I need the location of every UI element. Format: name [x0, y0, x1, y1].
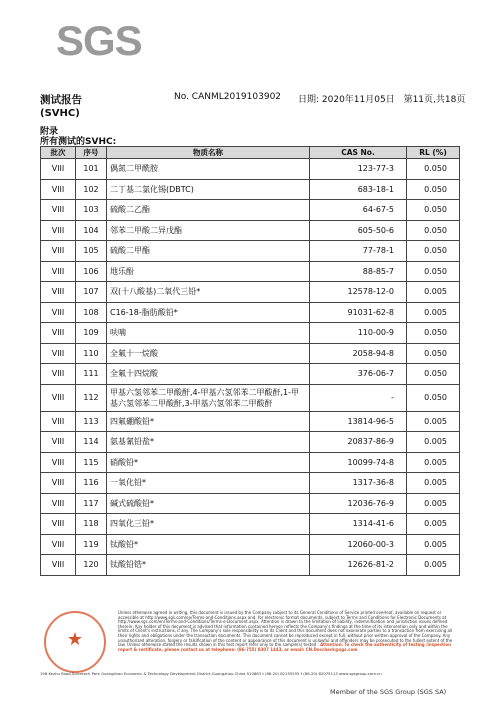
- cell-number: 109: [76, 323, 107, 344]
- cell-substance: 硝酸铅*: [107, 452, 310, 473]
- table-row: [41, 261, 460, 282]
- cell-batch: VIII: [41, 411, 76, 432]
- col-substance: 物质名称: [107, 147, 310, 159]
- table-row: [41, 364, 460, 385]
- cell-substance: 四氧化三铅*: [107, 514, 310, 535]
- cell-cas: 1317-36-8: [310, 473, 407, 494]
- cell-rl: 0.050: [407, 179, 460, 200]
- table-row: [41, 411, 460, 432]
- table-row: [41, 555, 460, 576]
- cell-number: 104: [76, 220, 107, 241]
- sgs-logo: SGS: [56, 17, 142, 64]
- cell-rl: 0.005: [407, 432, 460, 453]
- table-row: [41, 282, 460, 303]
- col-batch: 批次: [41, 147, 76, 159]
- cell-cas: 91031-62-8: [310, 302, 407, 323]
- cell-batch: VIII: [41, 179, 76, 200]
- cell-batch: VIII: [41, 261, 76, 282]
- cell-substance: 硫酸二甲酯: [107, 241, 310, 262]
- cell-number: 103: [76, 200, 107, 221]
- appendix-label: 附录: [40, 127, 59, 137]
- table-row: [41, 179, 460, 200]
- member-note: Member of the SGS Group (SGS SA): [330, 688, 447, 696]
- cell-number: 114: [76, 432, 107, 453]
- cell-number: 105: [76, 241, 107, 262]
- cell-rl: 0.050: [407, 261, 460, 282]
- cell-cas: 605-50-6: [310, 220, 407, 241]
- cell-number: 111: [76, 364, 107, 385]
- cell-cas: -: [310, 384, 407, 411]
- cell-rl: 0.005: [407, 555, 460, 576]
- legal-text: Unless otherwise agreed in writing, this document is issued by the Company subject to its General Conditions of Service printed overleaf, available on request or accessible at http://www.sgs.com/en/Terms-and-Conditions.aspx and, for electronic format documents, subject to Terms and Conditions for Electronic Documents at http://www.sgs.com/en/Terms-and-Conditions/Terms-e-Document.aspx. Attention is drawn to the limitation of liability, indemnification and jurisdiction issues defined therein. Any holder of this document is advised that information contained hereon reflects the Company's findings at the time of its intervention only and within the limits of Client's instructions, if any. The Company's sole responsibility is to its Client and this document does not exonerate parties to a transaction from exercising all their rights and obligations under the transaction documents. This document cannot be reproduced except in full, without prior written approval of the Company. Any unauthorized alteration, forgery or falsification of the content or appearance of this document is unlawful and offenders may be prosecuted to the fullest extent of the law. Unless otherwise stated the results shown in this test report refer only to the sample(s) tested .: [118, 610, 453, 648]
- cell-rl: 0.050: [407, 384, 460, 411]
- cell-number: 108: [76, 302, 107, 323]
- table-row: [41, 452, 460, 473]
- cell-substance: 硫酸二乙酯: [107, 200, 310, 221]
- cell-cas: 10099-74-8: [310, 452, 407, 473]
- table-row: [41, 493, 460, 514]
- date-text: 日期: 2020年11月05日: [298, 95, 395, 105]
- page-text: 第11页,共18页: [403, 95, 466, 105]
- cell-cas: 77-78-1: [310, 241, 407, 262]
- cell-batch: VIII: [41, 432, 76, 453]
- cell-rl: 0.005: [407, 514, 460, 535]
- col-cas: CAS No.: [310, 147, 407, 159]
- table-row: [41, 323, 460, 344]
- table-row: [41, 514, 460, 535]
- cell-rl: 0.050: [407, 364, 460, 385]
- cell-number: 119: [76, 534, 107, 555]
- cell-substance: 全氟十一烷酸: [107, 343, 310, 364]
- cell-substance: 偶氮二甲酰胺: [107, 159, 310, 180]
- table-row: [41, 343, 460, 364]
- cell-cas: 2058-94-8: [310, 343, 407, 364]
- table-header-row: [41, 147, 460, 159]
- cell-number: 118: [76, 514, 107, 535]
- footer: [40, 611, 460, 679]
- cell-number: 120: [76, 555, 107, 576]
- cell-cas: 376-06-7: [310, 364, 407, 385]
- cell-number: 106: [76, 261, 107, 282]
- cell-rl: 0.005: [407, 282, 460, 303]
- table-row: [41, 432, 460, 453]
- cell-substance: 二丁基二氯化锡(DBTC): [107, 179, 310, 200]
- cell-cas: 12626-81-2: [310, 555, 407, 576]
- report-date: [298, 92, 465, 105]
- cell-rl: 0.005: [407, 411, 460, 432]
- cell-cas: 123-77-3: [310, 159, 407, 180]
- cell-rl: 0.050: [407, 241, 460, 262]
- address: 198 Kezhu Road,Scientech Park Guangzhou Economic & Technology Development District,Guangzhou,China 510663 t (86-20) 82155555 f (86-20) 82075113 www.sgsgroup.com.cn: [40, 671, 382, 676]
- cell-substance: 甲基六氢邻苯二甲酸酐,4-甲基六氢邻苯二甲酸酐,1-甲基六氢邻苯二甲酸酐,3-甲基六氢邻苯二甲酸酐: [107, 384, 310, 411]
- cell-rl: 0.005: [407, 473, 460, 494]
- table-row: [41, 220, 460, 241]
- all-svhc-label: 所有测试的SVHC:: [40, 137, 117, 147]
- cell-cas: 110-00-9: [310, 323, 407, 344]
- cell-substance: 钛酸铅锆*: [107, 555, 310, 576]
- cell-number: 116: [76, 473, 107, 494]
- cell-substance: 呋喃: [107, 323, 310, 344]
- cell-batch: VIII: [41, 220, 76, 241]
- cell-batch: VIII: [41, 241, 76, 262]
- legal-notice: [118, 611, 458, 652]
- cell-rl: 0.005: [407, 534, 460, 555]
- cell-substance: 一氧化铅*: [107, 473, 310, 494]
- cell-cas: 12578-12-0: [310, 282, 407, 303]
- cell-substance: 邻苯二甲酸二异戊酯: [107, 220, 310, 241]
- cell-rl: 0.050: [407, 323, 460, 344]
- cell-cas: 12036-76-9: [310, 493, 407, 514]
- cell-rl: 0.050: [407, 159, 460, 180]
- cell-batch: VIII: [41, 323, 76, 344]
- cell-batch: VIII: [41, 302, 76, 323]
- cell-substance: C16-18-脂肪酸铅*: [107, 302, 310, 323]
- cell-substance: 碱式硫酸铅*: [107, 493, 310, 514]
- report-number: No. CANML2019103902: [174, 92, 282, 102]
- cell-substance: 钛酸铅*: [107, 534, 310, 555]
- cell-cas: 88-85-7: [310, 261, 407, 282]
- cell-substance: 双(十八酸基)二氧代三铅*: [107, 282, 310, 303]
- table-row: [41, 473, 460, 494]
- cell-number: 112: [76, 384, 107, 411]
- cell-rl: 0.050: [407, 200, 460, 221]
- table-row: [41, 534, 460, 555]
- cell-cas: 64-67-5: [310, 200, 407, 221]
- table-row: [41, 241, 460, 262]
- cell-number: 102: [76, 179, 107, 200]
- cell-number: 113: [76, 411, 107, 432]
- cell-substance: 地乐酚: [107, 261, 310, 282]
- cell-cas: 20837-86-9: [310, 432, 407, 453]
- cell-batch: VIII: [41, 534, 76, 555]
- table-row: [41, 302, 460, 323]
- cell-substance: 氨基氰铅盐*: [107, 432, 310, 453]
- cell-batch: VIII: [41, 452, 76, 473]
- table-row: [41, 159, 460, 180]
- cell-cas: 12060-00-3: [310, 534, 407, 555]
- cell-batch: VIII: [41, 473, 76, 494]
- authenticity-warning: Attention: To check the authenticity of testing /inspection report & certificate, please contact us at telephone: (86-755) 8307 1443, or email: CN.Doccheck@sgs.com: [118, 642, 451, 652]
- cell-substance: 全氟十四烷酸: [107, 364, 310, 385]
- cell-cas: 13814-96-5: [310, 411, 407, 432]
- cell-batch: VIII: [41, 493, 76, 514]
- cell-rl: 0.005: [407, 452, 460, 473]
- cell-batch: VIII: [41, 384, 76, 411]
- cell-substance: 四氟硼酸铅*: [107, 411, 310, 432]
- table-row: [41, 384, 460, 411]
- cell-cas: 1314-41-6: [310, 514, 407, 535]
- cell-number: 110: [76, 343, 107, 364]
- cell-batch: VIII: [41, 200, 76, 221]
- cell-batch: VIII: [41, 159, 76, 180]
- cell-batch: VIII: [41, 555, 76, 576]
- inspection-seal-icon: ★: [44, 611, 106, 673]
- svhc-table: [40, 146, 460, 576]
- cell-rl: 0.005: [407, 302, 460, 323]
- cell-number: 115: [76, 452, 107, 473]
- col-rl: RL (%): [407, 147, 460, 159]
- cell-batch: VIII: [41, 364, 76, 385]
- cell-rl: 0.050: [407, 343, 460, 364]
- cell-batch: VIII: [41, 343, 76, 364]
- subtitle: (SVHC): [40, 108, 80, 119]
- col-number: 序号: [76, 147, 107, 159]
- cell-batch: VIII: [41, 514, 76, 535]
- cell-cas: 683-18-1: [310, 179, 407, 200]
- report-title: 测试报告: [40, 94, 82, 106]
- cell-rl: 0.005: [407, 493, 460, 514]
- cell-rl: 0.050: [407, 220, 460, 241]
- cell-number: 117: [76, 493, 107, 514]
- cell-number: 107: [76, 282, 107, 303]
- table-row: [41, 200, 460, 221]
- cell-number: 101: [76, 159, 107, 180]
- cell-batch: VIII: [41, 282, 76, 303]
